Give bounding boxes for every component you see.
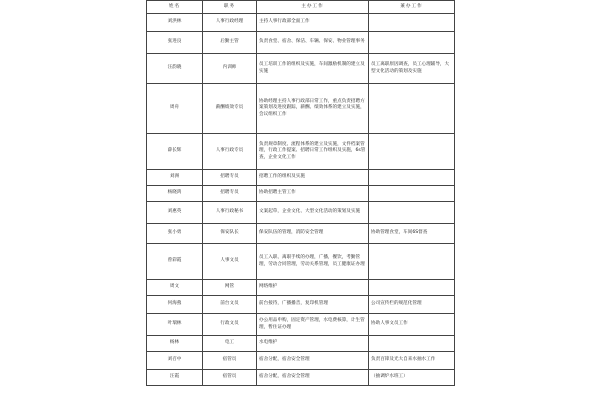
cell-name: 何海燕 (147, 296, 203, 314)
cell-position: 招聘专员 (203, 170, 257, 186)
cell-main-duties: 文案起草，企业文化、大型文化活动的策划及实施 (257, 202, 369, 224)
cell-main-duties: 招聘工作的组织及实施 (257, 170, 369, 186)
cell-main-duties: 保安队伍的管理，消防安全管理 (257, 224, 369, 244)
cell-main-duties: 宿舍分配，宿舍安全管理 (257, 370, 369, 386)
table-row (147, 296, 455, 314)
cell-side-duties (369, 202, 455, 224)
table-row (147, 186, 455, 202)
cell-side-duties (369, 336, 455, 352)
cell-side-duties: 协助人事文员工作 (369, 314, 455, 336)
table-row (147, 134, 455, 170)
table-row (147, 32, 455, 54)
cell-side-duties: （抽调炉水班工） (369, 370, 455, 386)
table-row (147, 170, 455, 186)
table-row (147, 54, 455, 84)
cell-side-duties (369, 84, 455, 134)
cell-name: 刘洪林 (147, 14, 203, 32)
cell-main-duties: 协助招聘主管工作 (257, 186, 369, 202)
table-row (147, 314, 455, 336)
table-row (147, 280, 455, 296)
cell-name: 叶瑞林 (147, 314, 203, 336)
cell-name: 周文 (147, 280, 203, 296)
cell-position: 行政文员 (203, 314, 257, 336)
cell-side-duties (369, 280, 455, 296)
cell-side-duties: 公司宣传栏的规范化管理 (369, 296, 455, 314)
cell-position: 电工 (203, 336, 257, 352)
cell-position: 薪酬绩效专员 (203, 84, 257, 134)
table-row (147, 370, 455, 386)
cell-position: 人事文员 (203, 244, 257, 280)
cell-side-duties (369, 14, 455, 32)
cell-side-duties (369, 186, 455, 202)
cell-position: 后勤主管 (203, 32, 257, 54)
cell-main-duties: 主持人事行政部全面工作 (257, 14, 369, 32)
cell-main-duties: 宿舍分配，宿舍安全管理 (257, 352, 369, 370)
cell-position: 内训师 (203, 54, 257, 84)
cell-name: 薛长辉 (147, 134, 203, 170)
cell-name: 曾彩霞 (147, 244, 203, 280)
cell-position: 人事行政专员 (203, 134, 257, 170)
cell-main-duties: 负责食堂、宿舍、保洁、车辆、保安、物业管理事务 (257, 32, 369, 54)
header-main-duties: 主办工作 (257, 1, 369, 14)
cell-main-duties: 员工培训工作的组织及实施，车间激励机制的建立及实施 (257, 54, 369, 84)
cell-name: 张小勇 (147, 224, 203, 244)
cell-position: 人事行政秘书 (203, 202, 257, 224)
cell-name: 张进良 (147, 32, 203, 54)
cell-side-duties: 员工离职原因调查，员工心理辅导，大型文化活动的策划及实施 (369, 54, 455, 84)
table-row (147, 352, 455, 370)
table-row (147, 244, 455, 280)
table-row (147, 202, 455, 224)
cell-position: 宿管员 (203, 352, 257, 370)
table-row (147, 336, 455, 352)
table-row (147, 224, 455, 244)
cell-position: 宿管员 (203, 370, 257, 386)
cell-position: 招聘专员 (203, 186, 257, 202)
header-name: 姓名 (147, 1, 203, 14)
cell-main-duties: 员工入职、离职手续的办理，广播，餐饮，考勤管理，劳动合同管理，劳动关系管理，员工健康证办理 (257, 244, 369, 280)
cell-position: 前台文员 (203, 296, 257, 314)
cell-main-duties: 协助经理主持人事行政部日常工作，重点负责招聘方案策划及进度跟踪，薪酬、绩效体系的建立及实施，会议组织工作 (257, 84, 369, 134)
table-row (147, 14, 455, 32)
cell-name: 杨晓鸿 (147, 186, 203, 202)
cell-name: 刘召中 (147, 352, 203, 370)
cell-name: 刘洲 (147, 170, 203, 186)
cell-name: 刘惠英 (147, 202, 203, 224)
cell-position: 网管 (203, 280, 257, 296)
document-page (146, 0, 454, 400)
cell-side-duties: 协助管理食堂，车间6S督查 (369, 224, 455, 244)
cell-position: 人事行政经理 (203, 14, 257, 32)
cell-side-duties: 负责百锋及光大自来水抽水工作 (369, 352, 455, 370)
cell-side-duties (369, 32, 455, 54)
cell-name: 汪韵晓 (147, 54, 203, 84)
cell-main-duties: 办公用品申购，固定资产管理，水电费核算，计生管理，暂住证办理 (257, 314, 369, 336)
table-row (147, 84, 455, 134)
cell-main-duties: 负责规章制度、流程体系的建立及实施，文件档案管理，行政工作提案、招聘日常工作组织及实施，6s管查，企业文化工作 (257, 134, 369, 170)
cell-name: 汪霞 (147, 370, 203, 386)
cell-name: 周舟 (147, 84, 203, 134)
cell-side-duties (369, 170, 455, 186)
cell-position: 保安队长 (203, 224, 257, 244)
cell-main-duties: 水电维护 (257, 336, 369, 352)
duty-table (146, 0, 455, 386)
cell-main-duties: 网络维护 (257, 280, 369, 296)
cell-name: 杨林 (147, 336, 203, 352)
header-position: 职务 (203, 1, 257, 14)
header-side-duties: 兼办工作 (369, 1, 455, 14)
table-header-row (147, 1, 455, 14)
cell-side-duties (369, 134, 455, 170)
cell-side-duties (369, 244, 455, 280)
cell-main-duties: 前台接待，广播播音，复印机管理 (257, 296, 369, 314)
